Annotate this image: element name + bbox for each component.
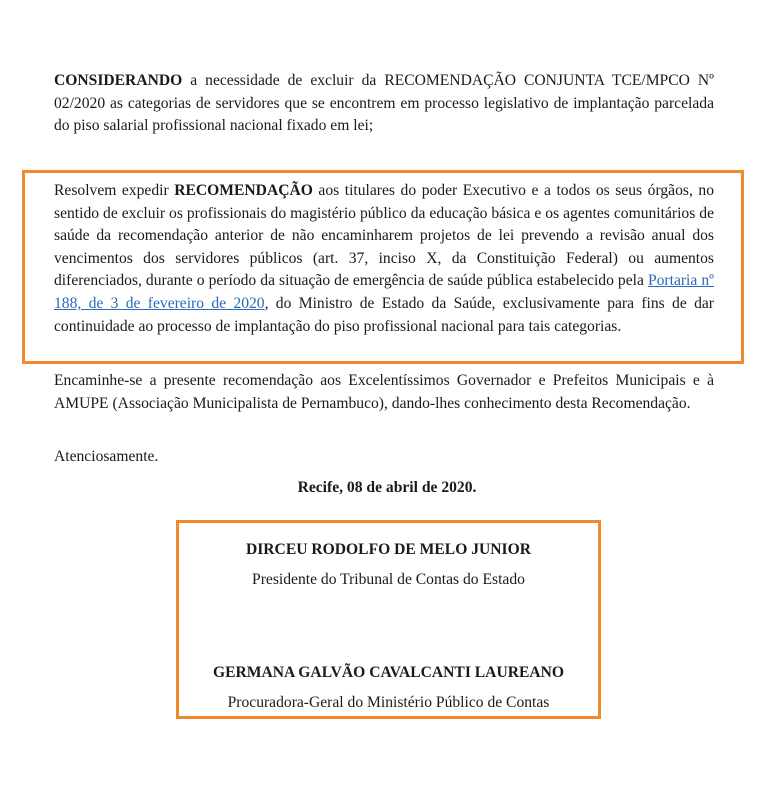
signature-name-1: DIRCEU RODOLFO DE MELO JUNIOR	[245, 541, 532, 558]
resolvem-pre: Resolvem expedir	[54, 182, 175, 199]
date-line	[0, 477, 774, 500]
encaminhe-paragraph: Encaminhe-se a presente recomendação aos Excelentíssimos Governador e Prefeitos Municipais e à AMUPE (Associação Municipalista de Pernambuco), dando-lhes conhecimento desta Recomendação.	[54, 372, 714, 412]
signature-name-2: GERMANA GALVÃO CAVALCANTI LAUREANO	[212, 664, 565, 681]
resolvem-text-1: aos titulares do poder Executivo e a todos os seus órgãos, no sentido de excluir os profissionais do magistério público da educação básica e os agentes comunitários de saúde da recomendação anterior de não encaminharem projetos de lei prevendo a revisão anual dos vencimentos dos servidores públicos (art. 37, inciso X, da Constituição Federal) ou aumentos diferenciados, durante o período da situação de emergência de saúde pública estabelecido pela	[54, 182, 714, 290]
closing-text: Atenciosamente.	[54, 448, 159, 465]
considerando-lead: CONSIDERANDO	[54, 72, 183, 89]
signature-role-2: Procuradora-Geral do Ministério Público de Contas	[227, 694, 550, 711]
considerando-paragraph	[54, 70, 714, 138]
portaria-link[interactable]: Portaria nº 188, de 3 de fevereiro de 2020	[54, 272, 714, 312]
considerando-text: a necessidade de excluir da RECOMENDAÇÃO CONJUNTA TCE/MPCO Nº 02/2020 as categorias de servidores que se encontrem em processo legislativo de implantação parcelada do piso salarial profissional nacional fixado em lei;	[54, 72, 714, 135]
date-text: Recife, 08 de abril de 2020.	[297, 479, 477, 496]
resolvem-paragraph	[54, 180, 714, 338]
recomendacao-bold: RECOMENDAÇÃO	[174, 182, 313, 199]
resolvem-text-2: , do Ministro de Estado da Saúde, exclusivamente para fins de dar continuidade ao processo de implantação do piso profissional nacional para tais categorias.	[54, 294, 714, 335]
signature-role-1: Presidente do Tribunal de Contas do Estado	[252, 571, 525, 588]
